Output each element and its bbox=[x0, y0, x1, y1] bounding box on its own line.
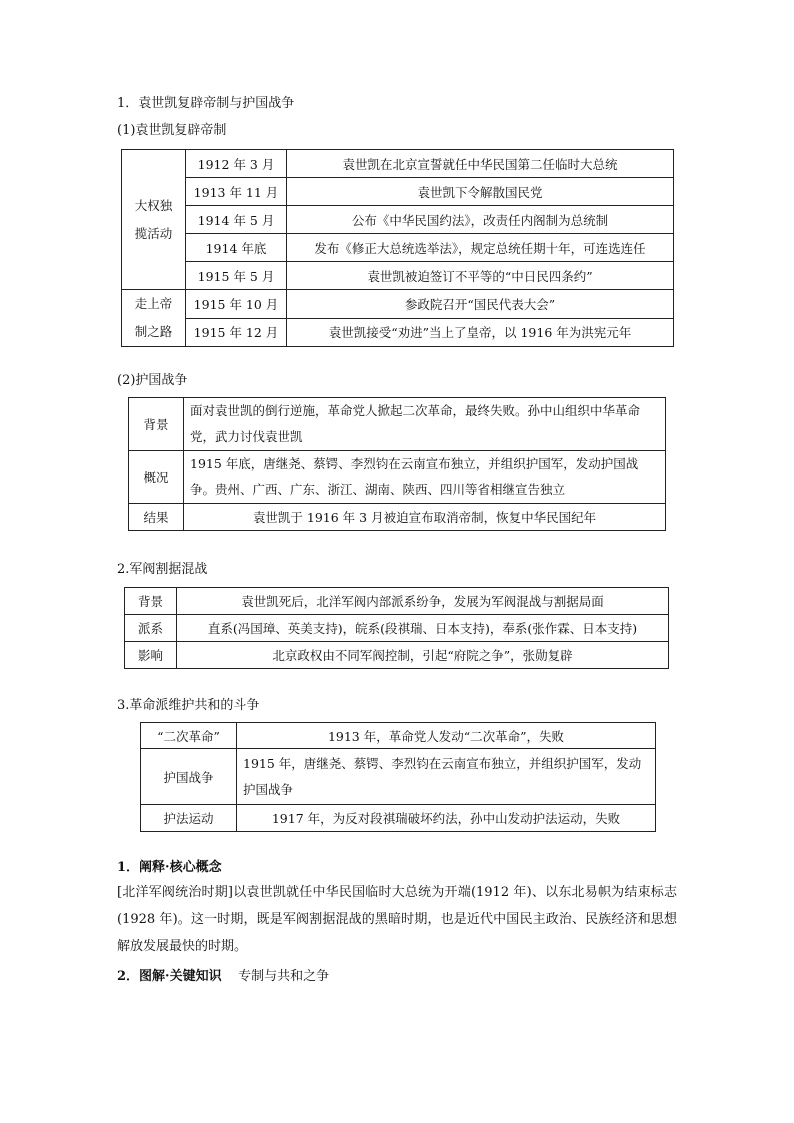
table-national-protection-war bbox=[128, 397, 666, 531]
table-row bbox=[141, 805, 656, 832]
knowledge-title: 2．图解·关键知识 bbox=[117, 969, 222, 984]
table-row bbox=[122, 234, 674, 262]
table-row bbox=[129, 451, 666, 504]
table-imperial-restoration bbox=[121, 149, 674, 347]
row-label: 结果 bbox=[129, 504, 184, 531]
date-cell: 1913 年 11 月 bbox=[186, 178, 287, 206]
row-label: 护国战争 bbox=[141, 749, 237, 805]
row-label: “二次革命” bbox=[141, 723, 237, 749]
date-cell: 1915 年 5 月 bbox=[186, 262, 287, 290]
row-label: 背景 bbox=[125, 588, 177, 615]
row-content: 袁世凯死后，北洋军阀内部派系纷争，发展为军阀混战与割据局面 bbox=[177, 588, 669, 615]
row-label: 影响 bbox=[125, 642, 177, 669]
table-republic-struggle bbox=[140, 722, 656, 832]
knowledge-subtitle: 专制与共和之争 bbox=[238, 969, 330, 984]
section2-title: 2.军阀割据混战 bbox=[117, 562, 208, 577]
date-cell: 1914 年 5 月 bbox=[186, 206, 287, 234]
row-content: 1913 年，革命党人发动“二次革命”，失败 bbox=[237, 723, 656, 749]
table-row bbox=[129, 504, 666, 531]
row-content: 直系(冯国璋、英美支持)，皖系(段祺瑞、日本支持)，奉系(张作霖、日本支持) bbox=[177, 615, 669, 642]
row-label: 派系 bbox=[125, 615, 177, 642]
event-cell: 发布《修正大总统选举法》，规定总统任期十年，可连选连任 bbox=[287, 234, 674, 262]
concept-paragraph: [北洋军阀统治时期]以袁世凯就任中华民国临时大总统为开端(1912 年)、以东北易帜为结束标志(1928 年)。这一时期，既是军阀割据混战的黑暗时期，也是近代中国民主政治、民族经济和思想解放发展最快的时期。 bbox=[117, 885, 677, 954]
row-content: 北京政权由不同军阀控制，引起“府院之争”，张勋复辟 bbox=[177, 642, 669, 669]
event-cell: 袁世凯下令解散国民党 bbox=[287, 178, 674, 206]
table-row bbox=[122, 318, 674, 347]
table-row bbox=[122, 206, 674, 234]
date-cell: 1915 年 12 月 bbox=[186, 318, 287, 347]
table-row bbox=[122, 150, 674, 178]
row-label: 概况 bbox=[129, 451, 184, 504]
table-row bbox=[122, 262, 674, 290]
table-warlords bbox=[124, 587, 669, 669]
concept-title: 1．阐释·核心概念 bbox=[117, 860, 222, 875]
date-cell: 1912 年 3 月 bbox=[186, 150, 287, 178]
event-cell: 公布《中华民国约法》，改责任内阁制为总统制 bbox=[287, 206, 674, 234]
knowledge-heading bbox=[117, 968, 329, 986]
table-row bbox=[129, 398, 666, 451]
row-content: 1917 年，为反对段祺瑞破坏约法，孙中山发动护法运动，失败 bbox=[237, 805, 656, 832]
section1-subtitle-2: (2)护国战争 bbox=[117, 373, 188, 388]
row-content: 1915 年底，唐继尧、蔡锷、李烈钧在云南宣布独立，并组织护国军，发动护国战争。贵州、广西、广东、浙江、湖南、陕西、四川等省相继宣告独立 bbox=[184, 451, 666, 504]
group-label: 大权独揽活动 bbox=[122, 150, 186, 290]
table-row bbox=[125, 642, 669, 669]
section3-title: 3.革命派维护共和的斗争 bbox=[117, 698, 260, 713]
row-content: 袁世凯于 1916 年 3 月被迫宣布取消帝制，恢复中华民国纪年 bbox=[184, 504, 666, 531]
row-content: 1915 年，唐继尧、蔡锷、李烈钧在云南宣布独立，并组织护国军，发动护国战争 bbox=[237, 749, 656, 805]
table-row bbox=[141, 723, 656, 749]
date-cell: 1915 年 10 月 bbox=[186, 290, 287, 319]
table-row bbox=[122, 290, 674, 319]
event-cell: 袁世凯接受“劝进”当上了皇帝，以 1916 年为洪宪元年 bbox=[287, 318, 674, 347]
event-cell: 袁世凯被迫签订不平等的“中日民四条约” bbox=[287, 262, 674, 290]
row-label: 护法运动 bbox=[141, 805, 237, 832]
section1-subtitle-1: (1)袁世凯复辟帝制 bbox=[117, 123, 227, 138]
table-row bbox=[125, 615, 669, 642]
event-cell: 袁世凯在北京宣誓就任中华民国第二任临时大总统 bbox=[287, 150, 674, 178]
section1-title: 1．袁世凯复辟帝制与护国战争 bbox=[117, 96, 295, 111]
table-row bbox=[141, 749, 656, 805]
group-label: 走上帝制之路 bbox=[122, 290, 186, 347]
row-label: 背景 bbox=[129, 398, 184, 451]
date-cell: 1914 年底 bbox=[186, 234, 287, 262]
table-row bbox=[122, 178, 674, 206]
table-row bbox=[125, 588, 669, 615]
event-cell: 参政院召开“国民代表大会” bbox=[287, 290, 674, 319]
row-content: 面对袁世凯的倒行逆施，革命党人掀起二次革命，最终失败。孙中山组织中华革命党，武力讨伐袁世凯 bbox=[184, 398, 666, 451]
